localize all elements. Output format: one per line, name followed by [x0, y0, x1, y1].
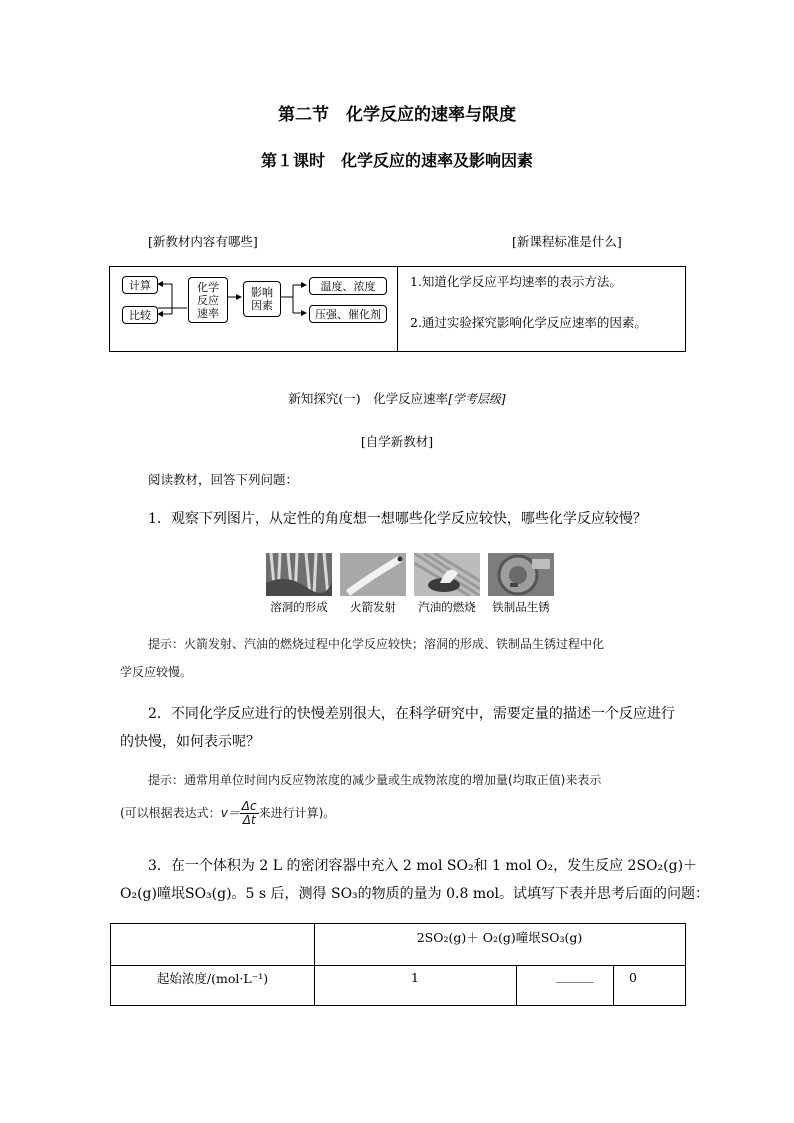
- caption-gasoline: 汽油的燃烧: [418, 600, 476, 614]
- intro-text: 阅读教材，回答下列问题：: [148, 472, 299, 487]
- fraction-denominator: Δt: [242, 813, 256, 827]
- self-study-heading: [自学新教材]: [360, 434, 434, 449]
- row-1-value-3: 0: [629, 970, 637, 985]
- question-3-line-2: O₂(g)噇垊SO₃(g)。5 s 后，测得 SO₃的物质的量为 0.8 mol。试填写下表并思考后面的问题：: [120, 886, 710, 902]
- section-heading: 新知探究(一) 化学反应速率: [288, 391, 449, 406]
- page-title: 第二节 化学反应的速率与限度: [278, 105, 516, 125]
- hint-2-suffix: 来进行计算)。: [258, 806, 336, 820]
- table-hline: [111, 965, 685, 966]
- fraction-numerator: Δc: [241, 799, 257, 813]
- hint-2-line-2: [120, 800, 335, 827]
- question-1: 1．观察下列图片，从定性的角度想一想哪些化学反应较快，哪些化学反应较慢？: [148, 511, 647, 527]
- lesson-title: 第１课时 化学反应的速率及影响因素: [260, 151, 533, 170]
- rusty-iron-photo: [488, 553, 554, 596]
- formula-v: v＝: [220, 806, 240, 820]
- cave-photo: [266, 553, 332, 596]
- hint-1-line-2: 学反应较慢。: [120, 665, 193, 679]
- influence-node: 影响 因素: [243, 281, 281, 317]
- standard-2: 2.通过实验探究影响化学反应速率的因素。: [410, 315, 647, 330]
- section-heading-row: [0, 389, 794, 407]
- rocket-photo: [340, 553, 406, 596]
- row-1-value-1: 1: [411, 970, 419, 985]
- table-header-equation: 2SO₂(g)＋ O₂(g)噇垊SO₃(g): [416, 930, 583, 945]
- hint-1-line-1: 提示：火箭发射、汽油的燃烧过程中化学反应较快；溶洞的形成、铁制品生锈过程中化: [148, 637, 605, 651]
- overview-divider: [397, 267, 398, 351]
- table-vline-2: [516, 965, 517, 1005]
- overview-table: [109, 266, 686, 352]
- temp-node: 温度、浓度: [309, 277, 387, 295]
- caption-cave: 溶洞的形成: [270, 600, 328, 614]
- caption-rust: 铁制品生锈: [492, 600, 550, 614]
- standard-1: 1.知道化学反应平均速率的表示方法。: [410, 274, 622, 289]
- question-2-line-2: 的快慢，如何表示呢？: [120, 734, 260, 750]
- gasoline-burning-photo: [414, 553, 480, 596]
- question-3-line-1: 3．在一个体积为 2 L 的密闭容器中充入 2 mol SO₂和 1 mol O₂，发生反应 2SO₂(g)＋: [148, 858, 698, 874]
- calc-node: 计算: [122, 276, 158, 294]
- rate-fraction: [240, 800, 259, 827]
- concentration-table: [110, 923, 686, 1006]
- section-tag: [学考层级]: [448, 392, 506, 406]
- left-header: [新教材内容有哪些]: [148, 234, 258, 249]
- hint-2-prefix: (可以根据表达式：: [120, 806, 221, 820]
- hint-2-line-1: 提示：通常用单位时间内反应物浓度的减少量或生成物浓度的增加量(均取正值)来表示: [148, 773, 602, 787]
- compare-node: 比较: [122, 306, 158, 324]
- pressure-node: 压强、催化剂: [309, 305, 387, 323]
- row-1-label: 起始浓度/(mol·L⁻¹): [156, 971, 269, 986]
- right-header: [新课程标准是什么]: [512, 234, 622, 249]
- rate-node: 化学 反应 速率: [188, 277, 228, 323]
- caption-rocket: 火箭发射: [350, 600, 396, 614]
- row-1-blank: ______: [556, 968, 594, 983]
- question-2-line-1: 2．不同化学反应进行的快慢差别很大，在科学研究中，需要定量的描述一个反应进行: [148, 706, 675, 722]
